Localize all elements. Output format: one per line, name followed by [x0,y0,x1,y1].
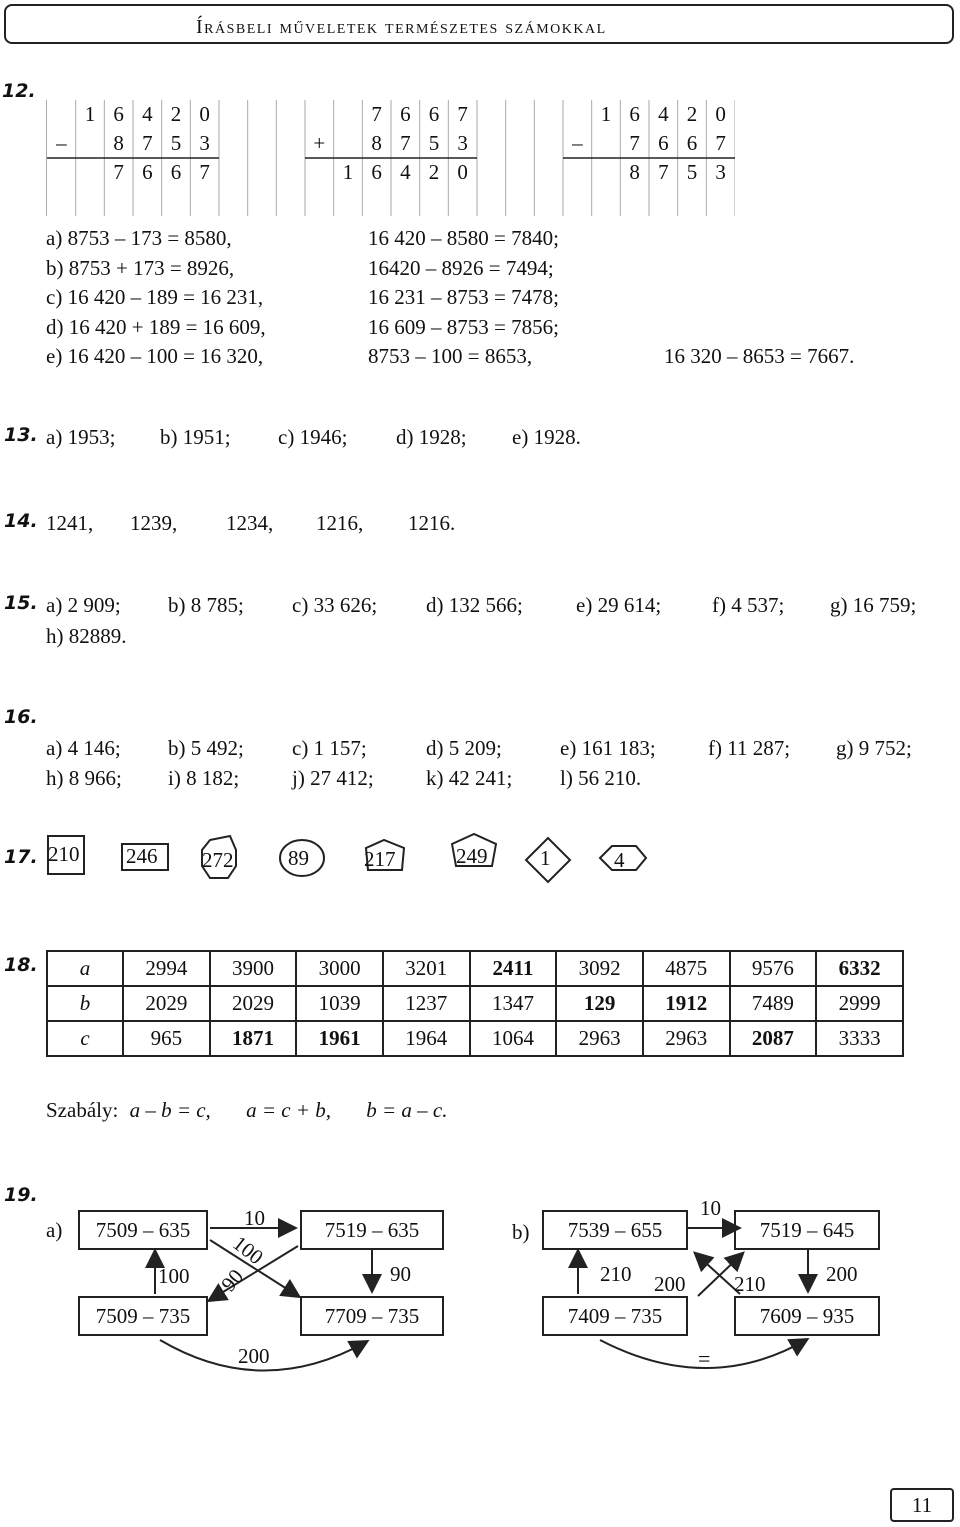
a-diag2-label: 90 [216,1264,249,1296]
grid-digit: 7 [629,131,640,155]
p15-answer: e) 29 614; [576,593,662,617]
p16-answer: b) 5 492; [168,736,244,760]
grid-digit: 7 [715,131,726,155]
a-top-arrow-label: 10 [244,1206,265,1230]
problem-18-table [46,950,904,1057]
grid-digit: 1 [342,160,354,184]
p13-answer: b) 1951; [160,425,231,449]
table-cell: 6332 [816,951,903,986]
shape-label: 89 [288,846,309,870]
b-bottom-arc-label: = [698,1346,711,1371]
row-label: b [47,986,123,1021]
table-cell: 1912 [643,986,730,1021]
grid-digit: 5 [686,160,698,184]
table-cell: 2963 [643,1021,730,1056]
rule-2: a = c + b, [246,1098,331,1122]
grid-digit: 6 [658,131,669,155]
p16-answer: d) 5 209; [426,736,502,760]
table-cell: 2963 [556,1021,643,1056]
grid-digit: 6 [686,131,698,155]
p15-answer: f) 4 537; [712,593,785,617]
p14-answer: 1241, [46,511,94,535]
grid-digit: 7 [142,131,153,155]
grid-digit: 8 [113,131,124,155]
grid-digit: 7 [658,160,669,184]
p12-line-mid: 8753 – 100 = 8653, [368,344,533,368]
p16-answer: k) 42 241; [426,766,513,790]
grid-digit: 8 [629,160,640,184]
p16-answer: l) 56 210. [560,766,642,790]
b-bottom-right-box: 7609 – 935 [734,1296,880,1336]
p15-answer: b) 8 785; [168,593,244,617]
p12-line-left: c) 16 420 – 189 = 16 231, [46,285,264,309]
p14-answer: 1216, [316,511,364,535]
p12-line-left: a) 8753 – 173 = 8580, [46,226,232,250]
a-top-right-box: 7519 – 635 [300,1210,444,1250]
shape-label: 272 [202,848,234,872]
b-top-right-box: 7519 – 645 [734,1210,880,1250]
table-cell: 7489 [730,986,817,1021]
table-cell: 2029 [210,986,297,1021]
table-cell: 3201 [383,951,470,986]
p14-answer: 1234, [226,511,274,535]
p16-answer: i) 8 182; [168,766,240,790]
table-cell: 1039 [296,986,383,1021]
table-row [47,1021,903,1056]
p13-answer: a) 1953; [46,425,116,449]
table-cell: 1871 [210,1021,297,1056]
problem-19-number: 19. [4,1184,38,1206]
p15-answer: g) 16 759; [830,593,917,617]
grid-sign: – [572,131,583,155]
p13-answer: d) 1928; [396,425,467,449]
table-cell: 1237 [383,986,470,1021]
shape-label: 249 [456,844,488,868]
p14-answer: 1239, [130,511,178,535]
problem-15-line2: h) 82889. [46,624,127,648]
p16-answer: h) 8 966; [46,766,122,790]
problem-15-number: 15. [4,592,38,614]
problem-18-number: 18. [4,954,38,976]
shape-label: 210 [48,842,80,866]
rule-3: b = a – c. [366,1098,448,1122]
table-cell: 3000 [296,951,383,986]
grid-digit: 0 [715,102,726,126]
table-cell: 1347 [470,986,557,1021]
grid-sign: – [56,131,67,155]
a-bottom-left-box: 7509 – 735 [78,1296,208,1336]
grid-digit: 2 [686,102,698,126]
p16-answer: e) 161 183; [560,736,656,760]
problem-12-grid [46,100,735,216]
grid-digit: 1 [600,102,612,126]
b-top-arrow-label: 10 [700,1196,721,1220]
p12-line-mid: 16 231 – 8753 = 7478; [368,285,559,309]
row-label: a [47,951,123,986]
p12-line-mid: 16420 – 8926 = 7494; [368,255,554,280]
table-row [47,951,903,986]
shape-label: 246 [126,844,158,868]
p16-answer: a) 4 146; [46,736,121,760]
shape-label: 217 [364,847,396,871]
grid-digit: 8 [371,131,382,155]
b-bottom-left-box: 7409 – 735 [542,1296,688,1336]
part-b-label: b) [512,1220,530,1244]
page-header [4,4,954,44]
b-right-down-label: 200 [826,1262,858,1286]
problem-18-rule [46,1098,447,1123]
table-row [47,986,903,1021]
grid-digit: 7 [199,160,210,184]
b-top-left-box: 7539 – 655 [542,1210,688,1250]
grid-digit: 7 [457,102,468,126]
table-cell: 1961 [296,1021,383,1056]
p13-answer: e) 1928. [512,425,581,449]
problem-12-number: 12. [2,80,36,102]
grid-digit: 4 [400,160,411,184]
b-x-right-label: 210 [734,1272,766,1296]
p16-answer: j) 27 412; [292,766,374,790]
grid-digit: 0 [457,160,468,184]
grid-digit: 6 [400,102,411,126]
table-cell: 2994 [123,951,210,986]
p12-line-right: 16 320 – 8653 = 7667. [664,344,855,368]
table-cell: 3333 [816,1021,903,1056]
b-left-up-label: 210 [600,1262,632,1286]
table-cell: 1064 [470,1021,557,1056]
p14-answer: 1216. [408,511,456,535]
problem-13-number: 13. [4,424,38,446]
table-cell: 3092 [556,951,643,986]
p12-line-left: e) 16 420 – 100 = 16 320, [46,344,264,368]
p12-line-left: b) 8753 + 173 = 8926, [46,255,235,280]
grid-digit: 6 [170,160,182,184]
table-cell: 1964 [383,1021,470,1056]
p12-line-mid: 16 420 – 8580 = 7840; [368,226,559,250]
p16-answer: c) 1 157; [292,736,367,760]
grid-digit: 3 [457,131,468,155]
part-a-label: a) [46,1218,63,1242]
grid-digit: 6 [142,160,153,184]
p16-answer: f) 11 287; [708,736,791,760]
a-top-left-box: 7509 – 635 [78,1210,208,1250]
grid-digit: 1 [84,102,96,126]
problem-16-number: 16. [4,706,38,728]
grid-digit: 6 [629,102,640,126]
shape-label: 1 [540,846,551,870]
grid-digit: 7 [371,102,382,126]
grid-digit: 5 [170,131,182,155]
p12-line-left: d) 16 420 + 189 = 16 609, [46,314,266,339]
header-title: Írásbeli műveletek természetes számokkal [196,16,607,38]
problem-14-number: 14. [4,510,38,532]
grid-digit: 0 [199,102,210,126]
grid-digit: 4 [658,102,669,126]
a-bottom-right-box: 7709 – 735 [300,1296,444,1336]
rule-label: Szabály: [46,1098,119,1122]
grid-digit: 4 [142,102,153,126]
grid-digit: 6 [113,102,124,126]
table-cell: 9576 [730,951,817,986]
table-cell: 2087 [730,1021,817,1056]
table-cell: 2999 [816,986,903,1021]
grid-digit: 2 [428,160,440,184]
table-cell: 4875 [643,951,730,986]
b-x-left-label: 200 [654,1272,686,1296]
p15-answer: c) 33 626; [292,593,378,617]
a-left-up-label: 100 [158,1264,190,1288]
problem-17-number: 17. [4,846,38,868]
shape-label: 4 [614,848,625,872]
a-bottom-arc-label: 200 [238,1344,270,1368]
p16-answer: g) 9 752; [836,736,912,760]
grid-digit: 7 [113,160,124,184]
p12-line-mid: 16 609 – 8753 = 7856; [368,314,559,339]
grid-sign: + [313,131,326,155]
grid-digit: 3 [199,131,210,155]
grid-digit: 6 [371,160,382,184]
table-cell: 129 [556,986,643,1021]
grid-digit: 2 [170,102,182,126]
table-cell: 2029 [123,986,210,1021]
grid-digit: 3 [715,160,726,184]
table-cell: 3900 [210,951,297,986]
row-label: c [47,1021,123,1056]
table-cell: 2411 [470,951,557,986]
p13-answer: c) 1946; [278,425,348,449]
grid-digit: 5 [428,131,440,155]
a-diag1-label: 100 [228,1230,268,1270]
rule-1: a – b = c, [129,1098,211,1122]
a-right-down-label: 90 [390,1262,411,1286]
grid-digit: 7 [400,131,411,155]
grid-digit: 6 [428,102,440,126]
page-number: 11 [890,1488,954,1522]
table-cell: 965 [123,1021,210,1056]
p15-answer: d) 132 566; [426,593,523,617]
p15-answer: a) 2 909; [46,593,121,617]
